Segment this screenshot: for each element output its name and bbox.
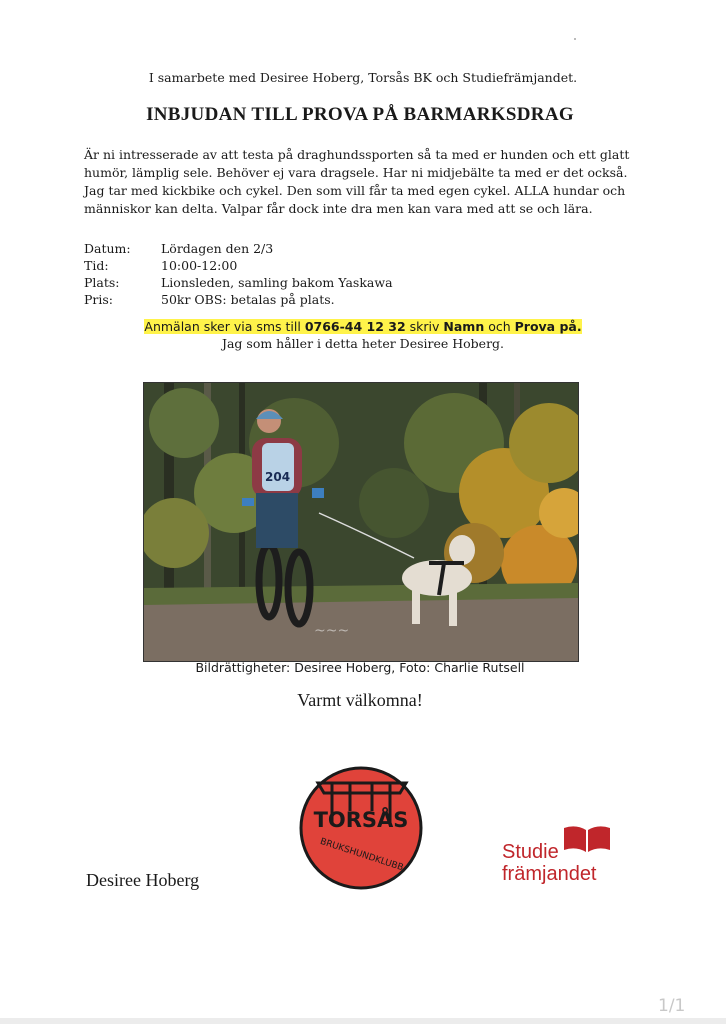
detail-label: Plats: <box>84 275 120 290</box>
detail-row-plats <box>84 274 393 291</box>
body-paragraph: Är ni intresserade av att testa på draghundssporten så ta med er hunden och ett glatt humör, lämplig sele. Behöver ej vara dragsele. Har ni midjebälte ta med er det också. Jag tar med kickbike och cykel. Den som vill får ta med egen cykel. ALLA hundar och människor kan delta. Valpar får dock inte dra men kan vara med att se och lära. <box>84 147 630 216</box>
signup-highlight <box>144 319 581 334</box>
photo-illustration <box>144 383 578 661</box>
detail-value: 50kr OBS: betalas på plats. <box>161 292 335 307</box>
detail-value: Lördagen den 2/3 <box>161 241 274 256</box>
studie-line1: Studie <box>502 841 559 863</box>
contact-line: Jag som håller i detta heter Desiree Hoberg. <box>221 336 505 351</box>
signup-keyword-name: Namn <box>443 319 485 334</box>
signup-phone: 0766-44 12 32 <box>304 319 406 334</box>
torsas-name: TORSÅS <box>313 808 409 832</box>
signup-text: skriv <box>405 319 444 334</box>
intro-line: I samarbete med Desiree Hoberg, Torsås BK och Studiefrämjandet. <box>148 70 578 85</box>
signature-name: Desiree Hoberg <box>86 870 200 890</box>
studiefraemjandet-logo <box>500 824 612 886</box>
torsas-subtitle: BRUKSHUNDKLUBB <box>318 836 405 874</box>
bib-number: 204 <box>265 470 291 484</box>
signup-text: Anmälan sker via sms till <box>144 319 305 334</box>
detail-row-pris <box>84 291 393 308</box>
viewer-bottom-bar <box>0 1018 726 1024</box>
scan-speck <box>574 38 576 40</box>
signup-text: och <box>484 319 515 334</box>
studie-line2: främjandet <box>502 863 597 885</box>
torsas-bk-logo <box>298 765 424 891</box>
page-title: INBJUDAN TILL PROVA PÅ BARMARKSDRAG <box>146 104 574 125</box>
svg-text:~~~: ~~~ <box>314 623 350 639</box>
detail-value: 10:00-12:00 <box>161 258 238 273</box>
event-photo <box>143 382 579 662</box>
signup-line <box>0 319 726 334</box>
detail-row-datum <box>84 240 393 257</box>
detail-label: Tid: <box>84 258 109 273</box>
detail-label: Pris: <box>84 292 114 307</box>
detail-value: Lionsleden, samling bakom Yaskawa <box>161 275 393 290</box>
welcome-text: Varmt välkomna! <box>297 690 423 710</box>
detail-row-tid <box>84 257 393 274</box>
event-details <box>84 240 393 308</box>
photo-credit: Bildrättigheter: Desiree Hoberg, Foto: Charlie Rutsell <box>195 660 525 675</box>
page-indicator: 1/1 <box>658 996 686 1016</box>
signup-keyword-prova: Prova på. <box>514 319 582 334</box>
detail-label: Datum: <box>84 241 131 256</box>
